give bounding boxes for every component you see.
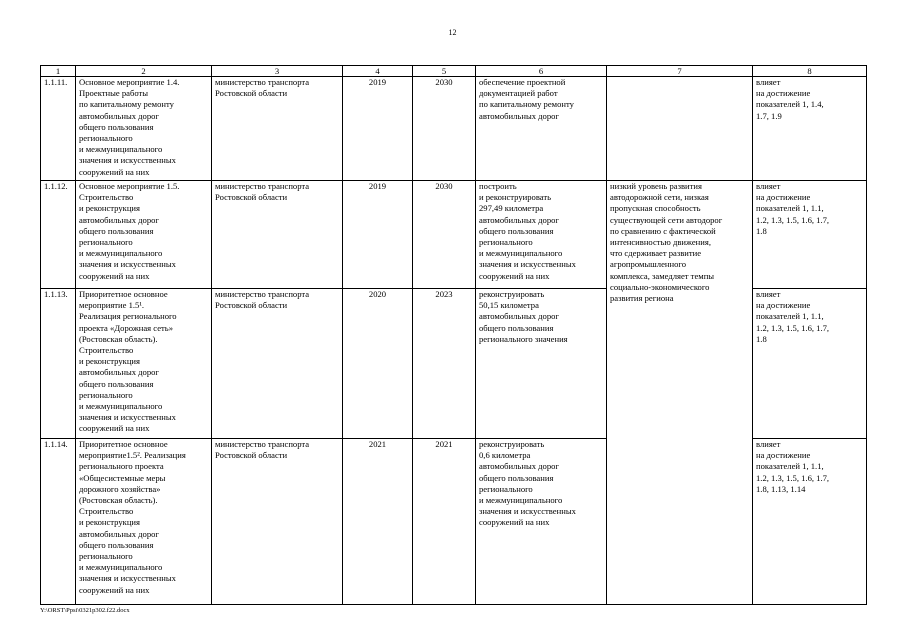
measures-table: [40, 65, 867, 605]
text-line: Ростовской области: [215, 450, 288, 461]
text-line: 1.2, 1.3, 1.5, 1.6, 1.7,: [756, 214, 830, 225]
text-line: и межмуниципального: [79, 144, 163, 155]
text-line: значения и искусственных: [79, 573, 176, 584]
text-line: 1.2, 1.3, 1.5, 1.6, 1.7,: [756, 322, 830, 333]
header-cell: 7: [607, 66, 753, 77]
text-line: показателей 1, 1.1,: [756, 461, 824, 472]
text-line: документацией работ: [479, 88, 558, 99]
header-cell: 4: [343, 66, 413, 77]
text-line: что сдерживает развитие: [610, 248, 702, 259]
text-line: на достижение: [756, 300, 811, 311]
end-year: 2021: [413, 439, 476, 605]
text-line: 297,49 километра: [479, 203, 544, 214]
text-line: 0,6 километра: [479, 450, 531, 461]
start-year: 2020: [343, 289, 413, 439]
row-number: 1.1.14.: [41, 439, 76, 605]
text-line: на достижение: [756, 88, 811, 99]
text-line: министерство транспорта: [215, 181, 310, 191]
start-year: 2019: [343, 181, 413, 289]
text-line: 1.8: [756, 225, 767, 236]
text-line: интенсивностью движения,: [610, 237, 711, 248]
text-line: показателей 1, 1.1,: [756, 311, 824, 322]
text-line: влияет: [756, 289, 781, 299]
text-line: автомобильных дорог: [79, 110, 159, 121]
text-line: построить: [479, 181, 517, 191]
text-line: показателей 1, 1.4,: [756, 99, 824, 110]
text-line: регионального: [79, 551, 133, 562]
text-line: общего пользования: [79, 225, 154, 236]
text-line: Приоритетное основное: [79, 289, 168, 299]
text-line: и реконструкция: [79, 356, 140, 367]
text-line: 1.8: [756, 333, 767, 344]
expected-result: [476, 181, 607, 289]
text-line: сооружений на них: [79, 166, 150, 177]
text-line: пропускная способность: [610, 203, 701, 214]
text-line: влияет: [756, 439, 781, 449]
measure-name: [76, 181, 212, 289]
text-line: и межмуниципального: [479, 495, 563, 506]
text-line: регионального значения: [479, 333, 568, 344]
start-year: 2019: [343, 77, 413, 181]
text-line: влияет: [756, 181, 781, 191]
text-line: на достижение: [756, 192, 811, 203]
text-line: 1.8, 1.13, 1.14: [756, 483, 806, 494]
text-line: общего пользования: [79, 121, 154, 132]
header-cell: 8: [753, 66, 867, 77]
header-cell: 5: [413, 66, 476, 77]
text-line: сооружений на них: [79, 423, 150, 434]
text-line: агропромышленного: [610, 259, 686, 270]
text-line: министерство транспорта: [215, 439, 310, 449]
text-line: социально-экономического: [610, 281, 710, 292]
text-line: автомобильных дорог: [79, 367, 159, 378]
text-line: 1.2, 1.3, 1.5, 1.6, 1.7,: [756, 472, 830, 483]
text-line: министерство транспорта: [215, 77, 310, 87]
measure-name: [76, 289, 212, 439]
text-line: показателей 1, 1.1,: [756, 203, 824, 214]
text-line: регионального проекта: [79, 461, 164, 472]
text-line: и межмуниципального: [79, 562, 163, 573]
end-year: 2023: [413, 289, 476, 439]
consequences-empty: [607, 77, 753, 181]
text-line: значения и искусственных: [79, 155, 176, 166]
text-line: проекта «Дорожная сеть»: [79, 322, 173, 333]
page-number: 12: [448, 28, 457, 37]
header-cell: 2: [76, 66, 212, 77]
text-line: и реконструкция: [79, 203, 140, 214]
table-row: [41, 77, 867, 181]
text-line: (Ростовская область).: [79, 333, 158, 344]
text-line: регионального: [479, 483, 533, 494]
text-line: автомобильных дорог: [479, 461, 559, 472]
text-line: Ростовской области: [215, 300, 288, 311]
indicator-impact: [753, 77, 867, 181]
text-line: Ростовской области: [215, 88, 288, 99]
end-year: 2030: [413, 77, 476, 181]
text-line: автомобильных дорог: [479, 214, 559, 225]
text-line: значения и искусственных: [479, 259, 576, 270]
text-line: сооружений на них: [79, 584, 150, 595]
row-number: 1.1.12.: [41, 181, 76, 289]
header-cell: 6: [476, 66, 607, 77]
end-year: 2030: [413, 181, 476, 289]
text-line: дорожного хозяйства»: [79, 483, 161, 494]
expected-result: [476, 77, 607, 181]
consequences: [607, 181, 753, 605]
executor: [212, 181, 343, 289]
text-line: автомобильных дорог: [479, 311, 559, 322]
text-line: значения и искусственных: [479, 506, 576, 517]
text-line: и межмуниципального: [79, 248, 163, 259]
text-line: автомобильных дорог: [479, 110, 559, 121]
text-line: 50,15 километра: [479, 300, 539, 311]
header-cell: 3: [212, 66, 343, 77]
text-line: Основное мероприятие 1.4.: [79, 77, 180, 87]
text-line: мероприятие 1.5¹.: [79, 300, 145, 311]
text-line: Строительство: [79, 506, 134, 517]
text-line: 1.7, 1.9: [756, 110, 782, 121]
text-line: министерство транспорта: [215, 289, 310, 299]
text-line: сооружений на них: [79, 270, 150, 281]
text-line: сооружений на них: [479, 517, 550, 528]
text-line: реконструировать: [479, 289, 545, 299]
measure-name: [76, 439, 212, 605]
text-line: существующей сети автодорог: [610, 214, 723, 225]
text-line: Основное мероприятие 1.5.: [79, 181, 180, 191]
text-line: комплекса, замедляет темпы: [610, 270, 715, 281]
expected-result: [476, 289, 607, 439]
indicator-impact: [753, 439, 867, 605]
text-line: общего пользования: [79, 378, 154, 389]
text-line: регионального: [79, 237, 133, 248]
text-line: значения и искусственных: [79, 412, 176, 423]
row-number: 1.1.11.: [41, 77, 76, 181]
text-line: и реконструкция: [79, 517, 140, 528]
header-cell: 1: [41, 66, 76, 77]
text-line: сооружений на них: [479, 270, 550, 281]
text-line: мероприятие1.5². Реализация: [79, 450, 186, 461]
row-number: 1.1.13.: [41, 289, 76, 439]
text-line: низкий уровень развития: [610, 181, 702, 191]
text-line: и межмуниципального: [479, 248, 563, 259]
executor: [212, 439, 343, 605]
text-line: на достижение: [756, 450, 811, 461]
measure-name: [76, 77, 212, 181]
table-header-row: [41, 66, 867, 77]
text-line: общего пользования: [79, 539, 154, 550]
text-line: по сравнению с фактической: [610, 225, 716, 236]
text-line: по капитальному ремонту: [79, 99, 174, 110]
text-line: Строительство: [79, 192, 134, 203]
text-line: реконструировать: [479, 439, 545, 449]
text-line: влияет: [756, 77, 781, 87]
text-line: по капитальному ремонту: [479, 99, 574, 110]
text-line: регионального: [79, 133, 133, 144]
text-line: (Ростовская область).: [79, 495, 158, 506]
text-line: Ростовской области: [215, 192, 288, 203]
text-line: общего пользования: [479, 225, 554, 236]
text-line: и межмуниципального: [79, 401, 163, 412]
text-line: обеспечение проектной: [479, 77, 566, 87]
text-line: автомобильных дорог: [79, 528, 159, 539]
text-line: «Общесистемные меры: [79, 472, 166, 483]
text-line: регионального: [479, 237, 533, 248]
executor: [212, 77, 343, 181]
text-line: Проектные работы: [79, 88, 149, 99]
text-line: значения и искусственных: [79, 259, 176, 270]
text-line: развития региона: [610, 293, 674, 304]
text-line: автомобильных дорог: [79, 214, 159, 225]
text-line: Строительство: [79, 345, 134, 356]
start-year: 2021: [343, 439, 413, 605]
table-row: [41, 181, 867, 289]
text-line: общего пользования: [479, 472, 554, 483]
text-line: регионального: [79, 389, 133, 400]
text-line: Реализация регионального: [79, 311, 177, 322]
text-line: Приоритетное основное: [79, 439, 168, 449]
text-line: общего пользования: [479, 322, 554, 333]
indicator-impact: [753, 181, 867, 289]
executor: [212, 289, 343, 439]
footer-file-path: Y:\ORST\Ppsi\0321p302.f22.docx: [40, 607, 130, 614]
text-line: и реконструировать: [479, 192, 552, 203]
text-line: автодорожной сети, низкая: [610, 192, 709, 203]
indicator-impact: [753, 289, 867, 439]
expected-result: [476, 439, 607, 605]
